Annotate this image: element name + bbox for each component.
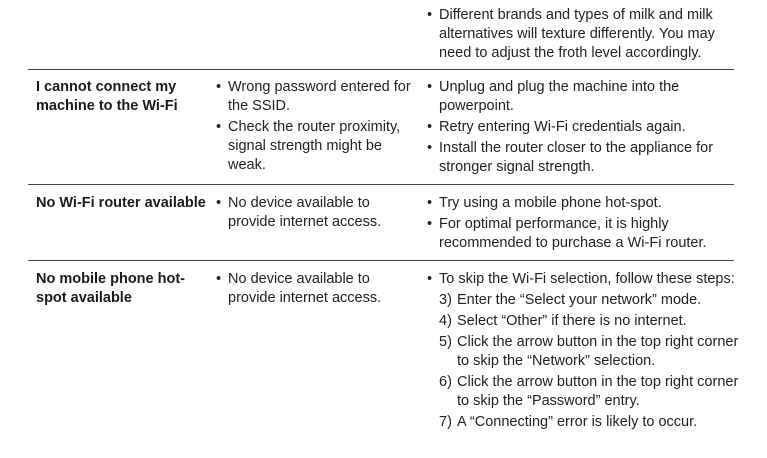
problem-cell: I cannot connect my machine to the Wi-Fi bbox=[36, 79, 178, 114]
cause-cell bbox=[215, 78, 415, 177]
solution-cell bbox=[426, 270, 746, 434]
problem-cell: No Wi-Fi router available bbox=[36, 195, 206, 211]
cause-bullet: • No device available to provide internet access. bbox=[215, 194, 415, 232]
step-item bbox=[426, 312, 746, 331]
solution-bullet: • Unplug and plug the machine into the powerpoint. bbox=[426, 78, 746, 116]
step-number: 7) bbox=[439, 414, 452, 430]
solution-bullet: • For optimal performance, it is highly recommended to purchase a Wi-Fi router. bbox=[426, 215, 746, 253]
problem-cell: No mobile phone hot-spot available bbox=[36, 271, 186, 306]
row-divider bbox=[28, 260, 734, 261]
cause-bullet: • Wrong password entered for the SSID. bbox=[215, 78, 415, 116]
step-text: Click the arrow button in the top right corner to skip the “Network” selection. bbox=[457, 334, 739, 369]
step-text: Click the arrow button in the top right corner to skip the “Password” entry. bbox=[457, 374, 739, 409]
solution-bullet: • Retry entering Wi-Fi credentials again. bbox=[426, 118, 746, 137]
step-text: Enter the “Select your network” mode. bbox=[457, 292, 702, 308]
step-item bbox=[426, 333, 746, 371]
row-divider bbox=[28, 69, 734, 70]
step-number: 4) bbox=[439, 313, 452, 329]
step-item bbox=[426, 291, 746, 310]
step-text: A “Connecting” error is likely to occur. bbox=[457, 414, 698, 430]
step-number: 3) bbox=[439, 292, 452, 308]
row-divider bbox=[28, 184, 734, 185]
cause-bullet: • No device available to provide internet access. bbox=[215, 270, 415, 308]
step-text: Select “Other” if there is no internet. bbox=[457, 313, 687, 329]
solution-bullet: • Try using a mobile phone hot-spot. bbox=[426, 194, 746, 213]
step-item bbox=[426, 413, 746, 432]
solution-bullet: • Different brands and types of milk and milk alternatives will texture differently. You may need to adjust the froth level accordingly. bbox=[426, 6, 746, 63]
step-number: 5) bbox=[439, 334, 452, 350]
cause-bullet: • Check the router proximity, signal strength might be weak. bbox=[215, 118, 415, 175]
cause-cell bbox=[215, 270, 415, 310]
solution-cell bbox=[426, 78, 746, 179]
solution-cell bbox=[426, 194, 746, 255]
cause-cell bbox=[215, 194, 415, 234]
step-item bbox=[426, 373, 746, 411]
solution-cell bbox=[426, 6, 746, 65]
solution-bullet: • To skip the Wi-Fi selection, follow these steps: bbox=[426, 270, 746, 289]
step-number: 6) bbox=[439, 374, 452, 390]
solution-bullet: • Install the router closer to the appliance for stronger signal strength. bbox=[426, 139, 746, 177]
